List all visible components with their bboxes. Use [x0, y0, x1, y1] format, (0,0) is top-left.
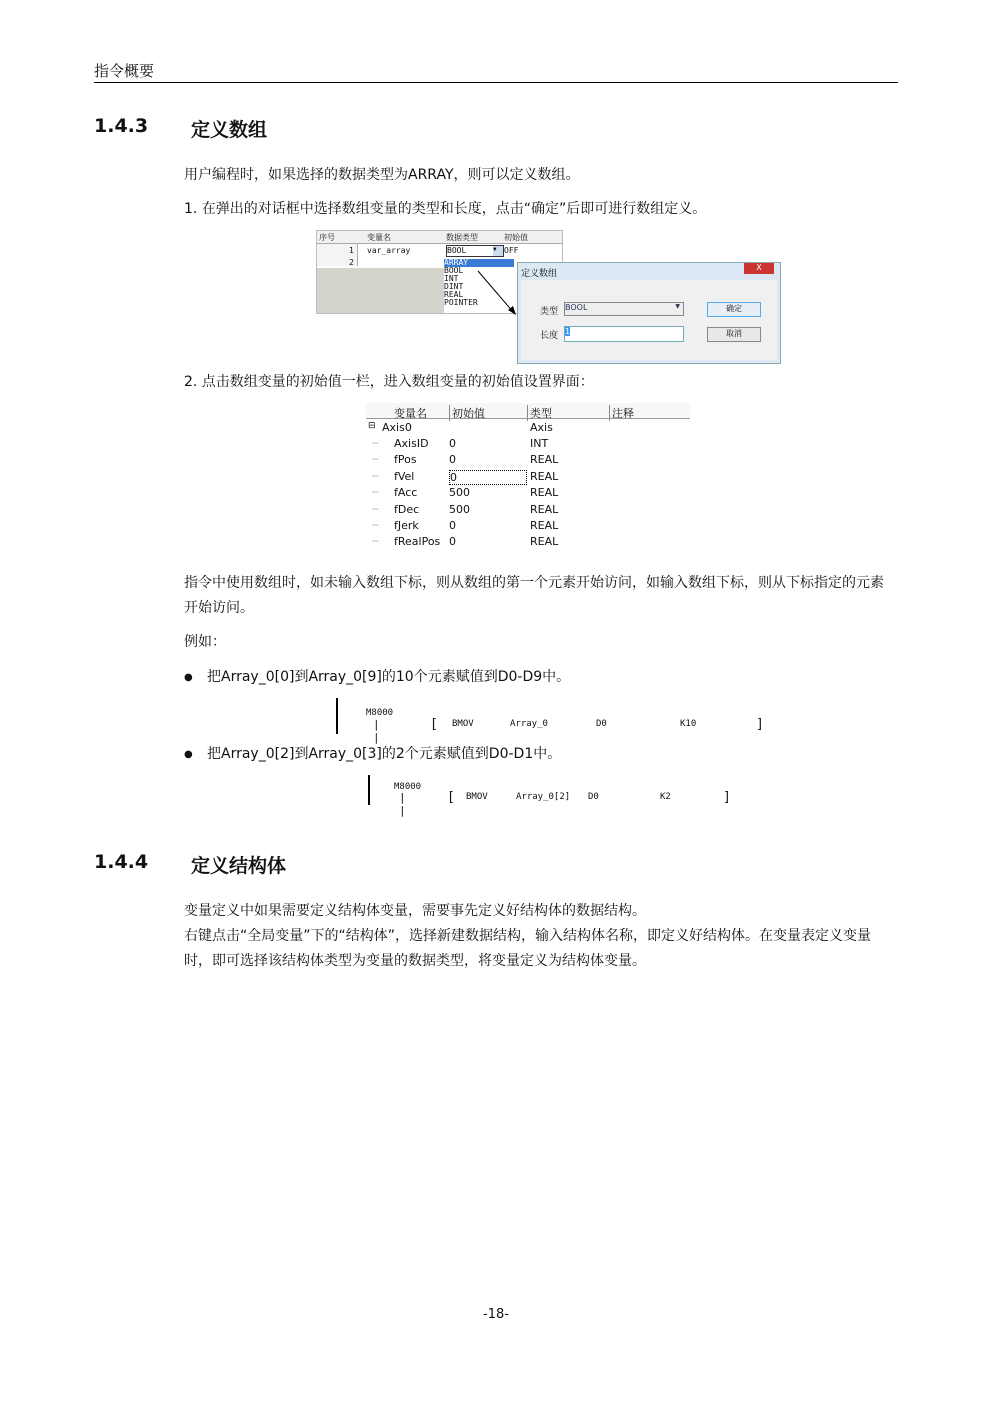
tree-line: ┈ — [372, 519, 379, 532]
field-value[interactable]: 0 — [449, 535, 456, 549]
contact-icon: | | — [399, 791, 406, 817]
dialog-title: 定义数组 — [521, 269, 558, 279]
paragraph: 1. 在弹出的对话框中选择数组变量的类型和长度，点击“确定”后即可进行数组定义。 — [184, 201, 707, 217]
operand-count: K2 — [660, 792, 671, 802]
field-type: REAL — [530, 469, 559, 483]
instruction: BMOV — [452, 719, 474, 729]
paragraph: 右键点击“全局变量”下的“结构体”，选择新建数据结构，输入结构体名称，即定义好结构体。在变量表定义变量时，即可选择该结构体类型为变量的数据类型，将变量定义为结构体变量。 — [184, 928, 872, 969]
init-value-table — [366, 403, 731, 553]
chevron-down-icon[interactable]: ▼ — [493, 246, 503, 256]
table-row[interactable] — [366, 453, 696, 469]
field-value[interactable]: 0 — [449, 519, 456, 532]
col-header: 变量名 — [394, 407, 427, 420]
paragraph: 2. 点击数组变量的初始值一栏，进入数组变量的初始值设置界面： — [184, 374, 594, 390]
field-value[interactable]: 0 — [449, 437, 456, 450]
row-index: 2 — [349, 258, 354, 267]
paragraph: 用户编程时，如果选择的数据类型为ARRAY，则可以定义数组。 — [184, 167, 580, 183]
option-dint[interactable]: DINT — [444, 282, 464, 291]
bullet-icon: ● — [184, 672, 193, 683]
col-header: 注释 — [609, 405, 634, 421]
paragraph: 变量定义中如果需要定义结构体变量，需要事先定义好结构体的数据结构。 — [184, 903, 646, 919]
bullet-icon: ● — [184, 749, 193, 760]
tree-root-name: Axis0 — [382, 421, 412, 434]
bullet-text: 把Array_0[2]到Array_0[3]的2个元素赋值到D0-D1中。 — [207, 746, 562, 762]
type-label: 类型 — [540, 307, 559, 317]
length-input[interactable] — [564, 326, 684, 342]
table-row[interactable] — [366, 470, 696, 486]
table-row[interactable] — [366, 503, 696, 519]
option-real[interactable]: REAL — [444, 290, 464, 299]
chevron-down-icon: ▼ — [675, 303, 680, 310]
type-select[interactable] — [564, 302, 684, 316]
paragraph: 例如： — [184, 634, 226, 650]
field-name: fDec — [394, 502, 420, 516]
contact-icon: | | — [373, 718, 380, 744]
operand-src: Array_0[2] — [516, 792, 571, 802]
cancel-button[interactable]: 取消 — [707, 327, 761, 342]
table-row[interactable] — [366, 519, 696, 535]
bracket: ] — [723, 790, 731, 805]
tree-line: ┈ — [372, 486, 379, 500]
field-value[interactable]: 0 — [449, 470, 527, 485]
bullet-text: 把Array_0[0]到Array_0[9]的10个元素赋值到D0-D9中。 — [207, 669, 571, 685]
running-header: 指令概要 — [94, 62, 155, 80]
section-number: 1.4.3 — [94, 115, 149, 137]
type-select-value: BOOL — [565, 303, 588, 312]
field-name: AxisID — [394, 437, 429, 450]
bracket: ] — [756, 717, 764, 732]
tree-line: ┈ — [372, 469, 379, 483]
tree-line: ┈ — [372, 535, 379, 549]
tree-line: ┈ — [372, 437, 379, 450]
table-row[interactable] — [366, 486, 696, 502]
operand-dst: D0 — [588, 792, 599, 802]
section-number: 1.4.4 — [94, 851, 149, 873]
section-title: 定义数组 — [191, 119, 268, 141]
col-header: 数据类型 — [446, 233, 478, 242]
tree-line: ┈ — [372, 453, 379, 467]
section-title: 定义结构体 — [191, 855, 287, 877]
field-type: REAL — [530, 486, 559, 500]
field-name: fPos — [394, 453, 417, 467]
close-button[interactable]: X — [744, 263, 774, 274]
field-name: fAcc — [394, 486, 418, 500]
init-value: OFF — [504, 246, 519, 255]
field-name: fRealPos — [394, 535, 441, 549]
length-value: 1 — [565, 327, 571, 336]
col-header: 变量名 — [367, 233, 391, 242]
operand-dst: D0 — [596, 719, 607, 729]
header-rule — [94, 82, 898, 83]
col-header: 初始值 — [504, 233, 528, 242]
operand-src: Array_0 — [510, 719, 548, 729]
power-rail — [336, 698, 338, 734]
table-row[interactable] — [366, 535, 696, 551]
contact-label: M8000 — [366, 708, 394, 718]
field-value[interactable]: 500 — [449, 502, 470, 516]
var-name: var_array — [367, 246, 411, 255]
tree-line: ┈ — [372, 502, 379, 516]
field-type: REAL — [530, 453, 559, 467]
field-name: fVel — [394, 469, 415, 483]
option-pointer[interactable]: POINTER — [444, 298, 478, 307]
field-type: REAL — [530, 535, 559, 549]
define-array-dialog — [517, 262, 781, 364]
tree-root-type: Axis — [530, 421, 553, 434]
page-number: -18- — [483, 1307, 509, 1322]
col-header: 序号 — [319, 233, 335, 242]
type-value: BOOL — [447, 246, 467, 255]
bracket: [ — [430, 717, 438, 732]
collapse-icon[interactable]: ⊟ — [368, 421, 376, 431]
option-bool[interactable]: BOOL — [444, 266, 464, 275]
contact-label: M8000 — [394, 782, 422, 792]
paragraph: 指令中使用数组时，如未输入数组下标，则从数组的第一个元素开始访问，如输入数组下标，则从下标指定的元素开始访问。 — [184, 575, 884, 616]
field-type: REAL — [530, 519, 559, 532]
field-value[interactable]: 500 — [449, 486, 470, 500]
ok-button[interactable]: 确定 — [707, 302, 761, 317]
arrow-icon — [470, 265, 520, 320]
length-label: 长度 — [540, 331, 559, 341]
option-int[interactable]: INT — [444, 274, 459, 283]
table-row[interactable] — [366, 437, 696, 453]
bracket: [ — [447, 790, 455, 805]
power-rail — [368, 775, 370, 805]
option-array[interactable]: ARRAY — [444, 259, 514, 267]
col-header: 类型 — [527, 405, 552, 421]
operand-count: K10 — [680, 719, 697, 729]
row-index: 1 — [349, 246, 354, 255]
type-dropdown[interactable] — [446, 245, 504, 257]
instruction: BMOV — [466, 792, 488, 802]
field-name: fJerk — [394, 519, 419, 532]
field-type: INT — [530, 437, 549, 450]
field-type: REAL — [530, 502, 559, 516]
field-value[interactable]: 0 — [449, 453, 456, 467]
col-header: 初始值 — [449, 405, 485, 421]
